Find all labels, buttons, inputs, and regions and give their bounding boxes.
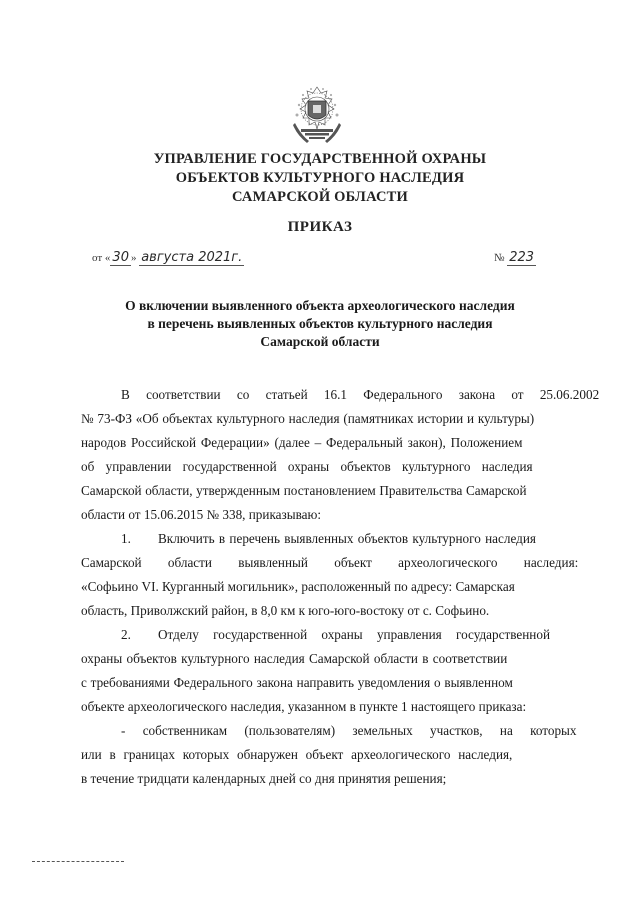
body-line: объекте археологического наследия, указанном в пункте 1 настоящего приказа: bbox=[81, 699, 527, 714]
agency-name-line: ОБЪЕКТОВ КУЛЬТУРНОГО НАСЛЕДИЯ bbox=[175, 170, 465, 186]
body-line bbox=[121, 386, 600, 404]
body-line: область, Приволжский район, в 8,0 км к юго-юго-востоку от с. Софьино. bbox=[81, 603, 490, 618]
body-line-text: В соответствии со статьей 16.1 Федерального закона от 25.06.2002 bbox=[121, 387, 600, 402]
order-title-line: Самарской области bbox=[260, 334, 380, 349]
body-line: Самарской области выявленный объект археологического наследия: bbox=[81, 555, 579, 570]
body-line: Самарской области, утвержденным постановлением Правительства Самарской bbox=[81, 483, 527, 498]
body-line: «Софьино VI. Курганный могильник», расположенный по адресу: Самарская bbox=[81, 579, 515, 594]
body-line: № 73-ФЗ «Об объектах культурного наследия (памятниках истории и культуры) bbox=[81, 411, 535, 426]
body-line: области от 15.06.2015 № 338, приказываю: bbox=[81, 507, 322, 522]
number-prefix: № bbox=[494, 252, 505, 264]
body-line: или в границах которых обнаружен объект археологического наследия, bbox=[81, 747, 513, 762]
coat-of-arms-emblem bbox=[287, 85, 347, 151]
body-line: Отделу государственной охраны управления государственной bbox=[158, 627, 550, 642]
body-line: народов Российской Федерации» (далее – Федеральный закон), Положением bbox=[81, 435, 523, 450]
order-title-line: в перечень выявленных объектов культурного наследия bbox=[147, 316, 493, 331]
list-number: 2. bbox=[121, 627, 131, 642]
body-line: об управлении государственной охраны объектов культурного наследия bbox=[81, 459, 533, 474]
number-value-handwritten: 223 bbox=[509, 250, 535, 265]
date-day-handwritten: 30 bbox=[112, 250, 129, 265]
body-line: охраны объектов культурного наследия Самарской области в соответствии bbox=[81, 651, 508, 666]
order-date bbox=[92, 250, 244, 265]
body-line: Включить в перечень выявленных объектов культурного наследия bbox=[158, 531, 536, 546]
body-line: с требованиями Федерального закона направить уведомления о выявленном bbox=[81, 675, 513, 690]
order-title-line: О включении выявленного объекта археологического наследия bbox=[125, 298, 515, 313]
body-line: - собственникам (пользователям) земельных участков, на которых bbox=[121, 723, 577, 738]
date-prefix: от « bbox=[92, 252, 111, 264]
date-month-year-handwritten: августа 2021г. bbox=[141, 250, 243, 265]
agency-name-line: САМАРСКОЙ ОБЛАСТИ bbox=[231, 189, 409, 205]
footer-divider bbox=[32, 861, 124, 862]
list-number: 1. bbox=[121, 531, 131, 546]
document-type: ПРИКАЗ bbox=[287, 219, 353, 235]
agency-name-line: УПРАВЛЕНИЕ ГОСУДАРСТВЕННОЙ ОХРАНЫ bbox=[153, 151, 487, 167]
order-number bbox=[494, 250, 536, 265]
date-mid: » bbox=[130, 252, 137, 264]
body-line: в течение тридцати календарных дней со дня принятия решения; bbox=[81, 771, 447, 786]
